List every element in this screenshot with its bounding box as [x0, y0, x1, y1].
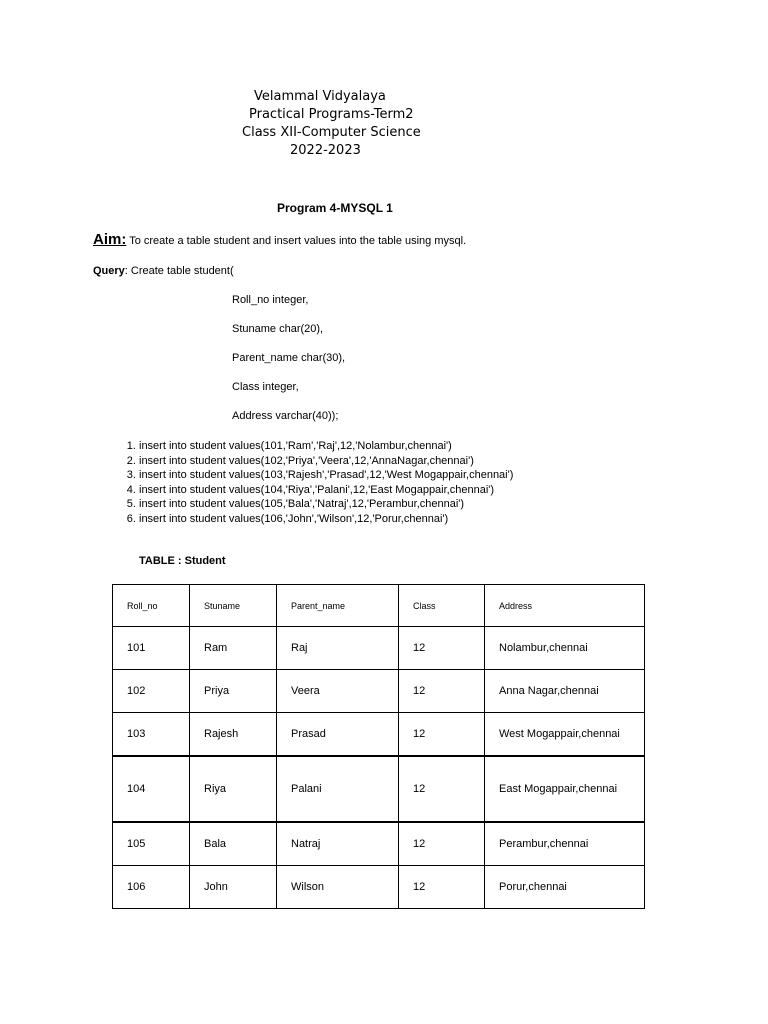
school-name: Velammal Vidyalaya: [254, 89, 386, 104]
query-column: Address varchar(40));: [232, 410, 339, 422]
table-cell: 12: [399, 670, 485, 713]
column-header: Address: [485, 585, 645, 627]
table-cell: John: [190, 866, 277, 909]
query-column: Parent_name char(30),: [232, 352, 346, 364]
insert-statement: 4. insert into student values(104,'Riya','Palani',12,'East Mogappair,chennai'): [139, 483, 513, 498]
aim-label: Aim:: [93, 231, 127, 248]
table-cell: Raj: [277, 627, 399, 670]
term-title: Practical Programs-Term2: [249, 107, 414, 122]
table-cell: East Mogappair,chennai: [485, 756, 645, 822]
table-caption: TABLE : Student: [139, 555, 226, 567]
table-cell: West Mogappair,chennai: [485, 713, 645, 757]
table-cell: 105: [113, 822, 190, 866]
insert-statement: 1. insert into student values(101,'Ram','Raj',12,'Nolambur,chennai'): [139, 439, 513, 454]
table-row: [113, 627, 645, 670]
insert-statement: 5. insert into student values(105,'Bala','Natraj',12,'Perambur,chennai'): [139, 497, 513, 512]
table-cell: 12: [399, 627, 485, 670]
table-header-row: [113, 585, 645, 627]
table-row: [113, 822, 645, 866]
table-row: [113, 670, 645, 713]
table-cell: Anna Nagar,chennai: [485, 670, 645, 713]
table-cell: Perambur,chennai: [485, 822, 645, 866]
table-cell: Wilson: [277, 866, 399, 909]
query-text: : Create table student(: [124, 265, 234, 277]
insert-statements-list: [100, 439, 513, 526]
table-cell: 104: [113, 756, 190, 822]
query-line: [93, 265, 234, 277]
query-column: Roll_no integer,: [232, 294, 309, 306]
table-row: [113, 713, 645, 757]
aim-text: To create a table student and insert values into the table using mysql.: [126, 235, 467, 247]
column-header: Stuname: [190, 585, 277, 627]
aim-line: [93, 231, 466, 249]
column-header: Roll_no: [113, 585, 190, 627]
table-cell: Palani: [277, 756, 399, 822]
program-title: Program 4-MYSQL 1: [277, 201, 393, 215]
table-cell: Bala: [190, 822, 277, 866]
table-row: [113, 866, 645, 909]
table-cell: 102: [113, 670, 190, 713]
table-cell: Ram: [190, 627, 277, 670]
query-column: Stuname char(20),: [232, 323, 324, 335]
table-cell: Natraj: [277, 822, 399, 866]
insert-statement: 2. insert into student values(102,'Priya','Veera',12,'AnnaNagar,chennai'): [139, 454, 513, 469]
insert-statement: 6. insert into student values(106,'John','Wilson',12,'Porur,chennai'): [139, 512, 513, 527]
class-title: Class XII-Computer Science: [242, 125, 421, 140]
column-header: Class: [399, 585, 485, 627]
table-cell: 106: [113, 866, 190, 909]
table-cell: 12: [399, 822, 485, 866]
table-cell: Porur,chennai: [485, 866, 645, 909]
column-header: Parent_name: [277, 585, 399, 627]
table-cell: Rajesh: [190, 713, 277, 757]
table-cell: 12: [399, 866, 485, 909]
table-cell: Priya: [190, 670, 277, 713]
table-cell: 101: [113, 627, 190, 670]
table-cell: Riya: [190, 756, 277, 822]
query-column: Class integer,: [232, 381, 299, 393]
query-label: Query: [93, 265, 125, 277]
table-cell: 103: [113, 713, 190, 757]
insert-statement: 3. insert into student values(103,'Rajesh','Prasad',12,'West Mogappair,chennai'): [139, 468, 513, 483]
student-table: [112, 584, 645, 909]
table-cell: Veera: [277, 670, 399, 713]
table-cell: Prasad: [277, 713, 399, 757]
table-cell: 12: [399, 756, 485, 822]
table-row: [113, 756, 645, 822]
table-cell: 12: [399, 713, 485, 757]
table-cell: Nolambur,chennai: [485, 627, 645, 670]
academic-year: 2022-2023: [290, 143, 361, 158]
